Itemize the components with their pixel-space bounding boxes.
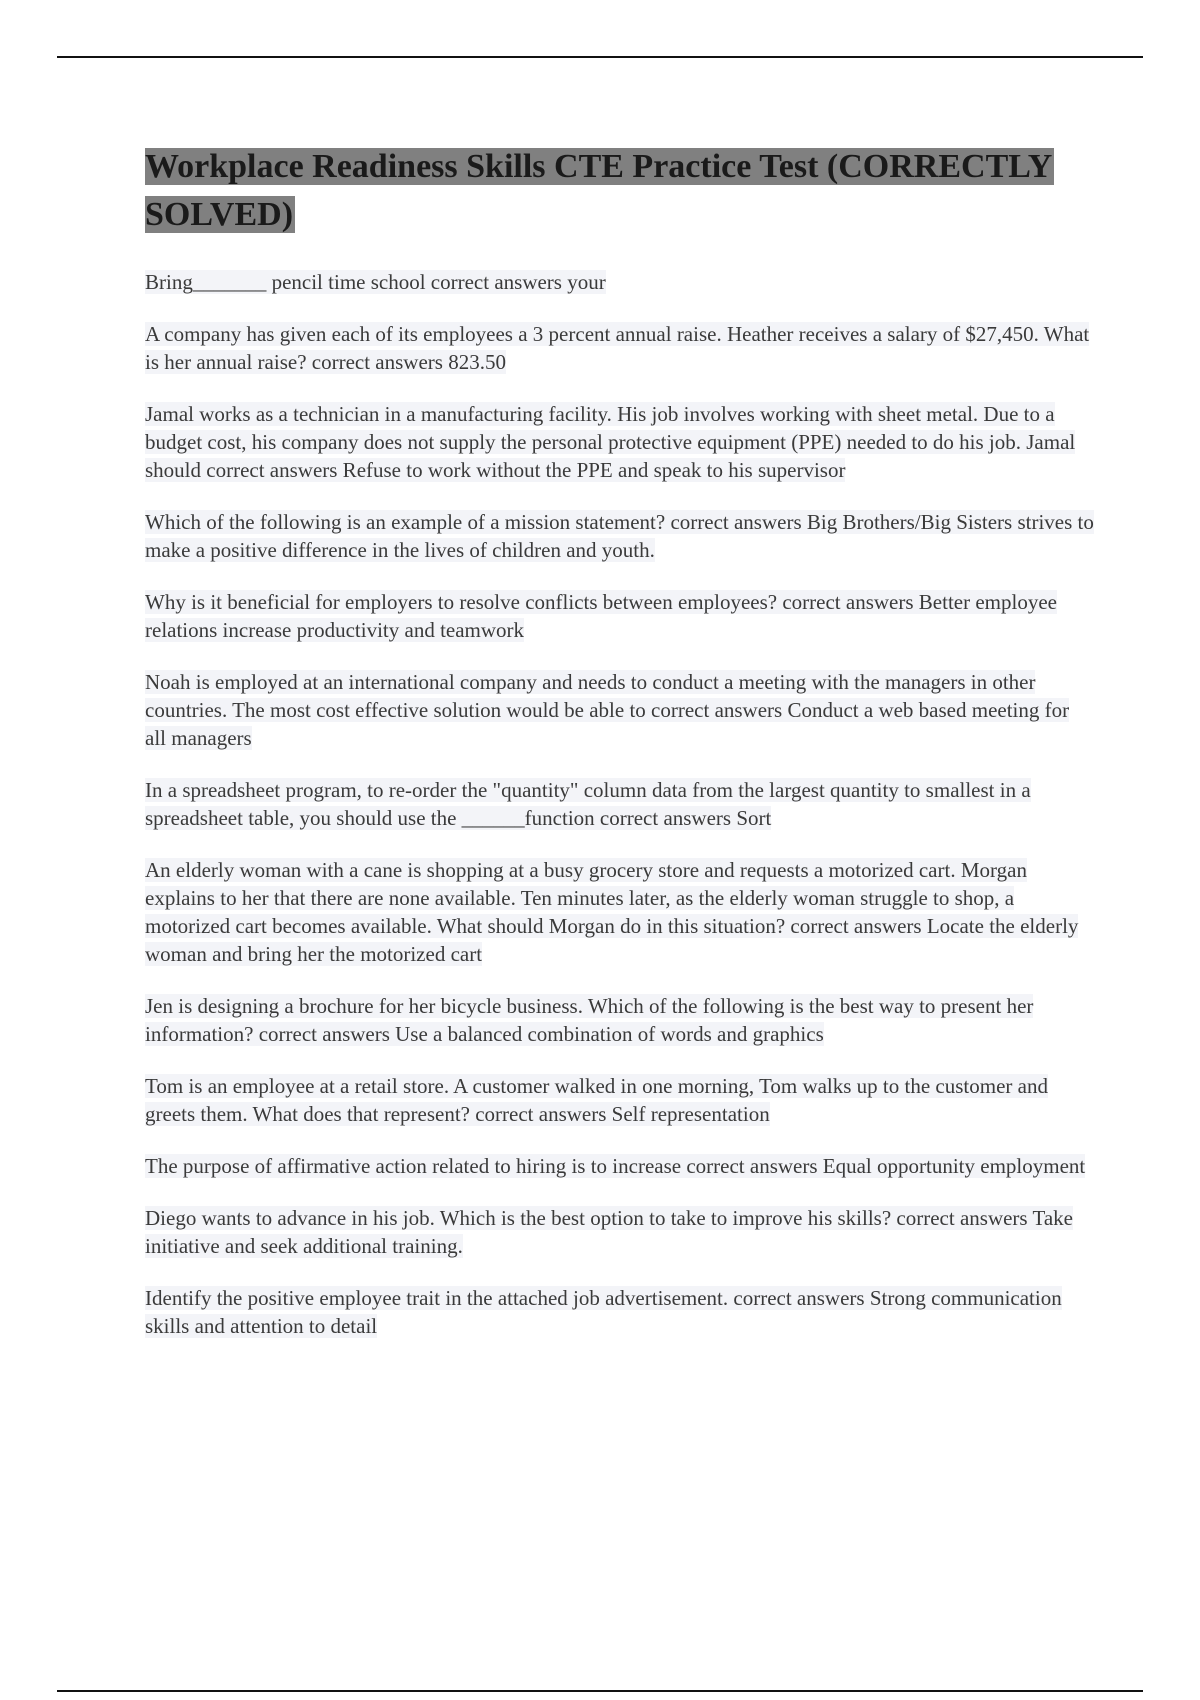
question-item: [145, 668, 1095, 752]
question-item: [145, 320, 1095, 376]
question-item: [145, 856, 1095, 968]
document-body: [145, 146, 1095, 1364]
question-text: Jamal works as a technician in a manufacturing facility. His job involves working with sheet metal. Due to a budget cost, his company does not supply the personal protective equipment (PPE) needed to do his job. Jamal should correct answers Refuse to work without the PPE and speak to his supervisor: [145, 402, 1076, 482]
question-item: [145, 1284, 1095, 1340]
title-block: [145, 146, 1095, 242]
bottom-rule: [57, 1690, 1143, 1692]
question-list: [145, 268, 1095, 1340]
question-text: Why is it beneficial for employers to resolve conflicts between employees? correct answers Better employee relations increase productivity and teamwork: [145, 590, 1057, 642]
question-item: [145, 992, 1095, 1048]
question-item: [145, 776, 1095, 832]
document-title: Workplace Readiness Skills CTE Practice Test (CORRECTLY SOLVED): [145, 148, 1053, 233]
question-item: [145, 268, 1095, 296]
question-text: The purpose of affirmative action related to hiring is to increase correct answers Equal opportunity employment: [145, 1154, 1086, 1178]
question-text: Bring_______ pencil time school correct answers your: [145, 270, 606, 294]
question-item: [145, 1204, 1095, 1260]
question-text: Identify the positive employee trait in the attached job advertisement. correct answers Strong communication skills and attention to detail: [145, 1286, 1062, 1338]
question-item: [145, 508, 1095, 564]
question-item: [145, 1072, 1095, 1128]
question-text: Which of the following is an example of a mission statement? correct answers Big Brothers/Big Sisters strives to make a positive difference in the lives of children and youth.: [145, 510, 1094, 562]
top-rule: [57, 56, 1143, 58]
question-item: [145, 400, 1095, 484]
question-text: Tom is an employee at a retail store. A customer walked in one morning, Tom walks up to the customer and greets them. What does that represent? correct answers Self representation: [145, 1074, 1048, 1126]
question-text: Diego wants to advance in his job. Which is the best option to take to improve his skills? correct answers Take initiative and seek additional training.: [145, 1206, 1073, 1258]
question-text: Jen is designing a brochure for her bicycle business. Which of the following is the best way to present her information? correct answers Use a balanced combination of words and graphics: [145, 994, 1034, 1046]
question-text: A company has given each of its employees a 3 percent annual raise. Heather receives a salary of $27,450. What is her annual raise? correct answers 823.50: [145, 322, 1090, 374]
question-item: [145, 1152, 1095, 1180]
question-text: An elderly woman with a cane is shopping at a busy grocery store and requests a motorized cart. Morgan explains to her that there are none available. Ten minutes later, as the elderly woman struggle to shop, a motorized cart becomes available. What should Morgan do in this situation? correct answers Locate the elderly woman and bring her the motorized cart: [145, 858, 1079, 966]
question-text: In a spreadsheet program, to re-order the "quantity" column data from the largest quantity to smallest in a spreadsheet table, you should use the ______function correct answers Sort: [145, 778, 1031, 830]
question-text: Noah is employed at an international company and needs to conduct a meeting with the managers in other countries. The most cost effective solution would be able to correct answers Conduct a web based meeting for all managers: [145, 670, 1070, 750]
question-item: [145, 588, 1095, 644]
